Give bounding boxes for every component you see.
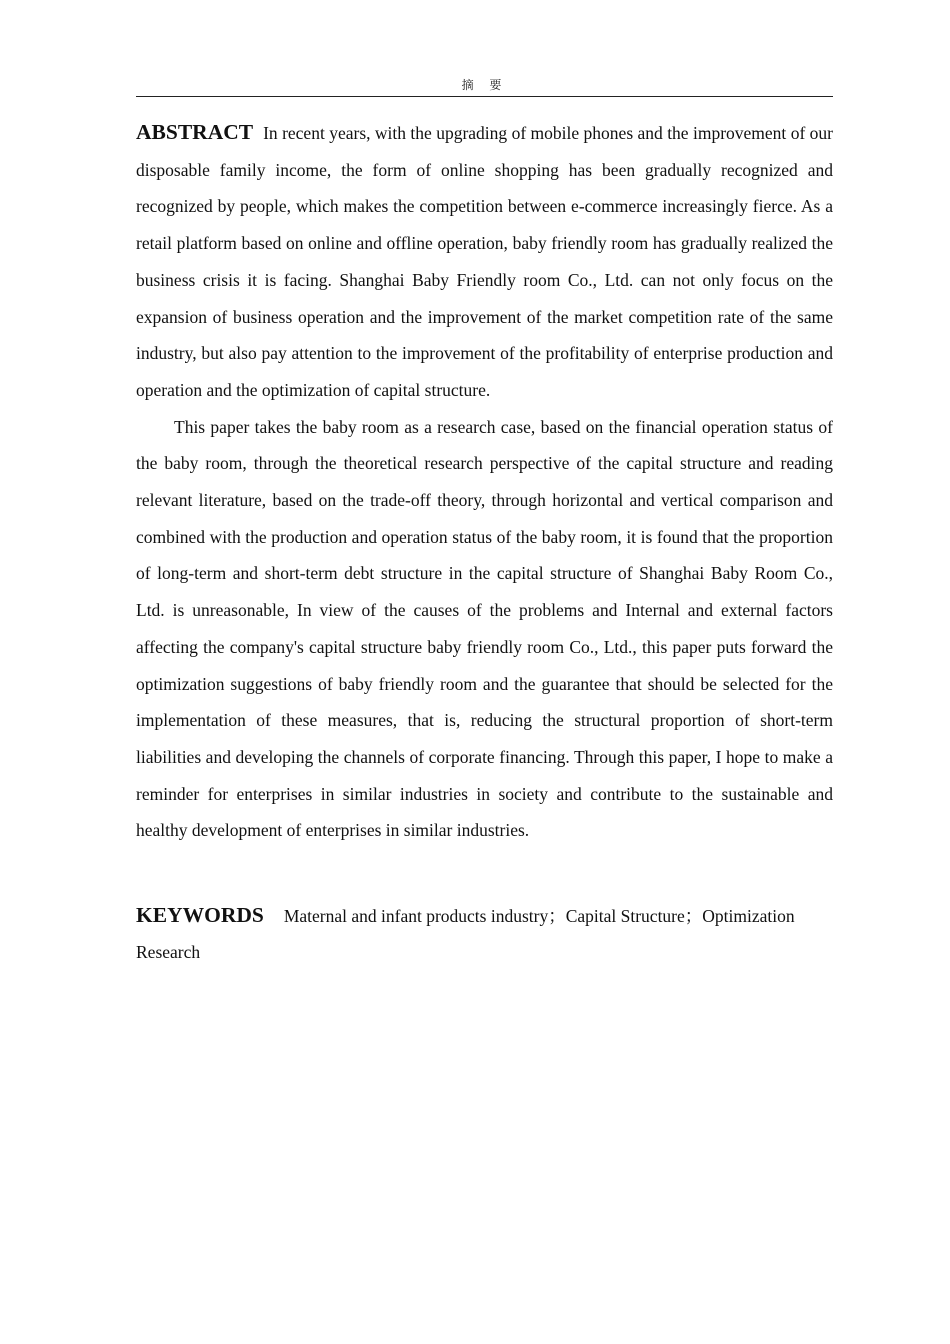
page-header [136,74,833,97]
page-header-title: 摘 要 [461,78,508,92]
abstract-paragraph-2: This paper takes the baby room as a research case, based on the financial operation status of the baby room, through the theoretical research perspective of the capital structure and reading relevant literature, based on the trade-off theory, through horizontal and vertical comparison and combined with the production and operation status of the baby room, it is found that the proportion of long-term and short-term debt structure in the capital structure of Shanghai Baby Room Co., Ltd. is unreasonable, In view of the causes of the problems and Internal and external factors affecting the company's capital structure baby friendly room Co., Ltd., this paper puts forward the optimization suggestions of baby friendly room and the guarantee that should be selected for the implementation of these measures, that is, reducing the structural proportion of short-term liabilities and developing the channels of corporate financing. Through this paper, I hope to make a reminder for enterprises in similar industries in society and contribute to the sustainable and healthy development of enterprises in similar industries. [136,416,833,841]
keywords-heading: KEYWORDS [136,903,264,928]
abstract-paragraph-1-text: In recent years, with the upgrading of mobile phones and the improvement of our disposable family income, the form of online shopping has been gradually recognized and recognized by people, which makes the competition between e-commerce increasingly fierce. As a retail platform based on online and offline operation, baby friendly room has gradually realized the business crisis it is facing. Shanghai Baby Friendly room Co., Ltd. can not only focus on the expansion of business operation and the improvement of the market competition rate of the same industry, but also pay attention to the improvement of the profitability of enterprise production and operation and the optimization of capital structure. [136,123,833,400]
keywords-section [136,897,833,970]
abstract-heading: ABSTRACT [136,120,254,144]
abstract-paragraph-1 [136,114,833,409]
keywords-text: Maternal and infant products industry；Capital Structure；Optimization Research [136,906,795,963]
abstract-section [136,114,833,970]
